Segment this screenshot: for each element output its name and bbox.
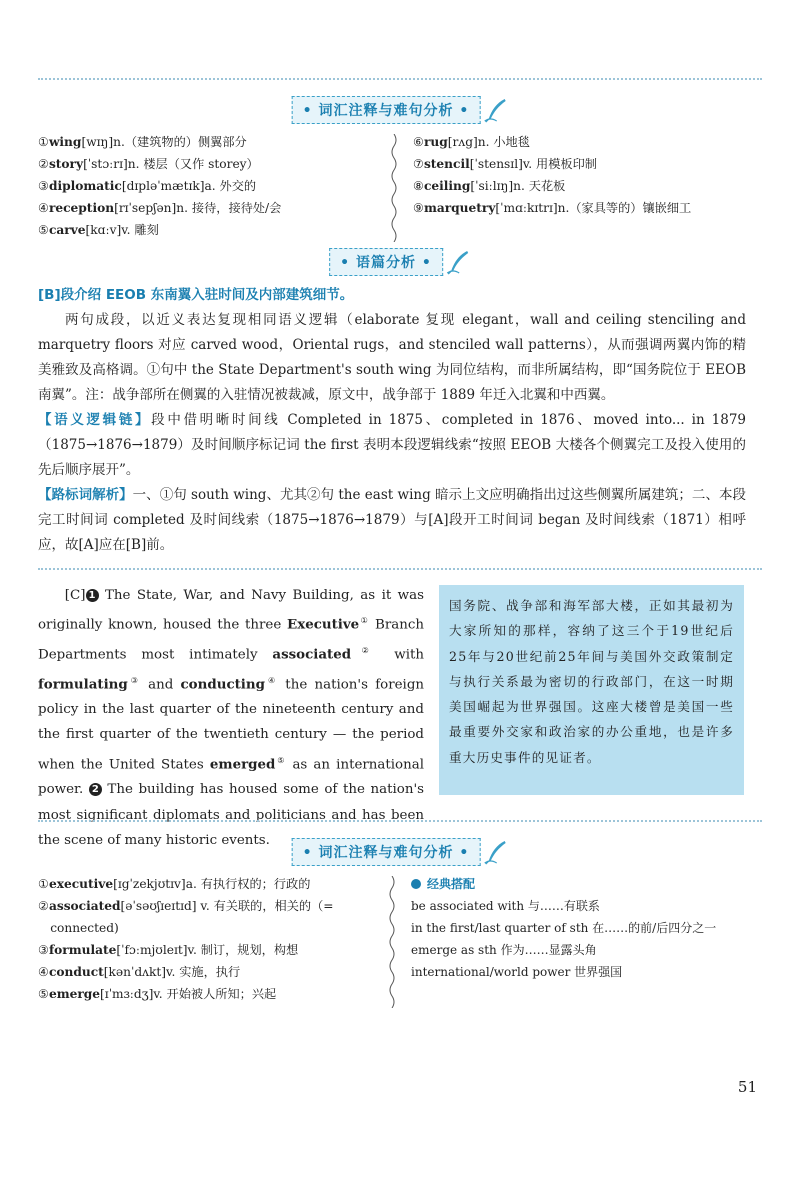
bullet-dot-icon [411, 879, 421, 889]
passage-paragraph: [C] 1 The State, War, and Navy Building, as it was originally known, housed the three Executive① Branch Departments most intimately associated② with formulating③ and conducting④ the nation's foreign policy in the last quarter of the nineteenth century and the first quarter of the twentieth century — the period when the United States emerged⑤ as an international power. 2 The building has housed some of the nation's most significant diplomats and politicians and has been the scene of many historic events. [38, 588, 425, 848]
vocab-entry: ⑦stencil[ˈstensɪl]v. 用模板印制 [413, 157, 597, 171]
vocab-entry: ①wing[wɪŋ]n.（建筑物的）侧翼部分 [38, 135, 247, 149]
section-divider [38, 568, 762, 570]
quill-pen-icon [482, 97, 508, 123]
vocab-entry: ①executive[ɪgˈzekjʊtɪv]a. 有执行权的；行政的 [38, 877, 311, 891]
section-divider [38, 820, 762, 822]
vocab-entry: ③formulate[ˈfɔːmjʊleɪt]v. 制订，规划，构想 [38, 943, 299, 957]
vocab-section-title: • 词汇注释与难句分析 • [292, 838, 481, 866]
vocab-entry: ②associated[əˈsəʊʃɪeɪtɪd] v. 有关联的，相关的（= [38, 899, 334, 913]
analysis-paragraph: 【语义逻辑链】段中借明晰时间线 Completed in 1875、completed in 1876、moved into... in 1879（1875→1876→1879）及时间顺序标记词 the first 表明本段逻辑线索“按照 EEOB 大楼各个侧翼完工及投入使用的先后顺序展开”。 [38, 412, 747, 478]
vocab-section-title: • 词汇注释与难句分析 • [292, 96, 481, 124]
vocab-list-right [413, 131, 691, 219]
vocab-entry: ④conduct[kənˈdʌkt]v. 实施，执行 [38, 965, 241, 979]
sentence-number: 2 [89, 783, 102, 796]
collocation-item: be associated with 与……有联系 [411, 899, 600, 913]
top-divider [38, 78, 762, 80]
vocab-entry: ②story[ˈstɔːrɪ]n. 楼层（又作 storey） [38, 157, 259, 171]
translation-box: 国务院、战争部和海军部大楼，正如其最初为大家所知的那样，容纳了这三个于19世纪后25年与20世纪前25年间与美国外交政策制定与执行关系最为密切的行政部门，在这一时期美国崛起为世界强国。这座大楼曾是美国一些最重要外交家和政治家的办公重地，也是许多重大历史事件的见证者。 [439, 585, 744, 795]
quill-pen-icon [445, 249, 471, 275]
paragraph-label: [C] [64, 588, 86, 603]
collocation-item: emerge as sth 作为……显露头角 [411, 943, 597, 957]
analysis-section-banner [329, 248, 471, 276]
collocation-item: in the first/last quarter of sth 在……的前/后四分之一 [411, 921, 717, 935]
sentence-number: 1 [86, 589, 99, 602]
column-divider-wave [387, 876, 397, 1008]
vocab-entry: ④reception[rɪˈsepʃən]n. 接待，接待处/会 [38, 201, 282, 215]
analysis-text [38, 283, 746, 558]
vocab-section-banner [292, 838, 509, 866]
vocab-entry: ③diplomatic[dɪpləˈmætɪk]a. 外交的 [38, 179, 257, 193]
vocab-entry: ⑤emerge[ɪˈmɜːdʒ]v. 开始被人所知；兴起 [38, 987, 277, 1001]
collocation-heading: 经典搭配 [411, 873, 716, 895]
column-divider-wave [389, 134, 399, 242]
collocation-list [411, 873, 716, 983]
analysis-section-title: • 语篇分析 • [329, 248, 443, 276]
analysis-paragraph: 两句成段，以近义表达复现相同语义逻辑（elaborate 复现 elegant，wall and ceiling stenciling and marquetry floors 对应 carved wood，Oriental rugs，and stenciled wall patterns），从而强调两翼内饰的精美雅致及高格调。①句中 the State Department's south wing 为同位结构，而非所属结构，即“国务院位于 EEOB 南翼”。注：战争部所在侧翼的入驻情况被裁减，原文中，战争部于 1889 年迁入北翼和中西翼。 [38, 312, 746, 403]
vocab-entry: ⑥rug[rʌg]n. 小地毯 [413, 135, 530, 149]
logic-chain-tag: 【语义逻辑链】 [38, 412, 152, 428]
vocab-entry: ⑨marquetry[ˈmɑːkɪtrɪ]n.（家具等的）镶嵌细工 [413, 201, 692, 215]
analysis-paragraph: 【路标词解析】一、①句 south wing、尤其②句 the east wing 暗示上文应明确指出过这些侧翼所属建筑；二、本段完工时间词 completed 及时间线索（1875→1876→1879）与[A]段开工时间词 began 及时间线索（1871）相呼应，故[A]应在[B]前。 [38, 487, 746, 553]
vocab-list-left [38, 873, 378, 1005]
vocab-entry: ⑧ceiling[ˈsiːlɪŋ]n. 天花板 [413, 179, 566, 193]
vocab-entry: connected) [50, 921, 119, 935]
vocab-list-left [38, 131, 281, 241]
signpost-tag: 【路标词解析】 [38, 487, 133, 503]
quill-pen-icon [482, 839, 508, 865]
page-number: 51 [737, 1078, 757, 1096]
analysis-heading: [B]段介绍 EEOB 东南翼入驻时间及内部建筑细节。 [38, 287, 354, 303]
vocab-section-banner [292, 96, 509, 124]
vocab-entry: ⑤carve[kɑːv]v. 雕刻 [38, 223, 159, 237]
collocation-item: international/world power 世界强国 [411, 965, 623, 979]
